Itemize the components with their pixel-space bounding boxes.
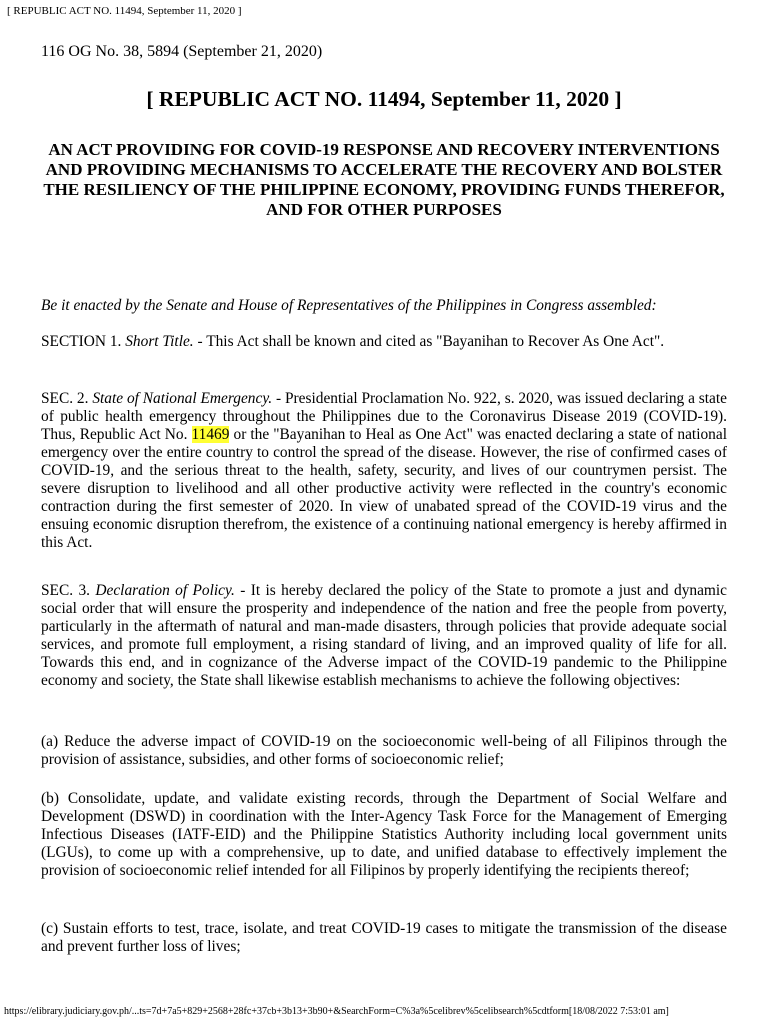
section-3 [41,582,727,690]
section-1-heading: Short Title. [125,333,194,350]
objective-c: (c) Sustain efforts to test, trace, isolate, and treat COVID-19 cases to mitigate the transmission of the disease and prevent further loss of lives; [41,920,727,955]
section-2-label: SEC. 2. [41,390,89,407]
section-3-heading: Declaration of Policy. [95,582,235,599]
act-subtitle: AN ACT PROVIDING FOR COVID-19 RESPONSE AND RECOVERY INTERVENTIONS AND PROVIDING MECHANISMS TO ACCELERATE THE RECOVERY AND BOLSTER THE RESILIENCY OF THE PHILIPPINE ECONOMY, PROVIDING FUNDS THEREFOR, AND FOR OTHER PURPOSES [43,140,725,219]
source-url-footer: https://elibrary.judiciary.gov.ph/...ts=7d+7a5+829+2568+28fc+37cb+3b13+3b90+&SearchForm=C%3a%5celibrev%5celibsearch%5cdtform[18/08/2022 7:53:01 am] [4,1006,669,1017]
section-3-label: SEC. 3. [41,582,91,599]
official-gazette-reference: 116 OG No. 38, 5894 (September 21, 2020) [41,43,323,60]
section-2-text-after: or the "Bayanihan to Heal as One Act" was enacted declaring a state of national emergency over the entire country to control the spread of the disease. However, the rise of confirmed cases of COVID-19, and the serious threat to the health, safety, security, and lives of our countrymen persist. The severe disruption to livelihood and all other productive activity were reflected in the country's economic contraction during the first semester of 2020. In view of unabated spread of the COVID-19 virus and the ensuing economic disruption therefrom, the existence of a continuing national emergency is hereby affirmed in this Act. [41,426,727,551]
objective-a: (a) Reduce the adverse impact of COVID-19 on the socioeconomic well-being of all Filipinos through the provision of assistance, subsidies, and other forms of socioeconomic relief; [41,733,727,768]
section-1 [41,333,727,351]
section-2 [41,390,727,552]
section-2-text-before: - Presidential Proclamation No. 922, s. 2020, was issued declaring a state of public health emergency throughout the Philippines due to the Coronavirus Disease 2019 (COVID-19). Thus, Republic Act No. [41,390,727,443]
running-header: [ REPUBLIC ACT NO. 11494, September 11, 2020 ] [7,5,242,17]
highlighted-act-number: 11469 [191,426,230,443]
objective-b: (b) Consolidate, update, and validate existing records, through the Department of Social Welfare and Development (DSWD) in coordination with the Inter-Agency Task Force for the Management of Emerging Infectious Diseases (IATF-EID) and the Philippine Statistics Authority including local government units (LGUs), to come up with a comprehensive, up to date, and unified database to effectively implement the provision of socioeconomic relief intended for all Filipinos by properly identifying the recipients thereof; [41,790,727,879]
act-title: [ REPUBLIC ACT NO. 11494, September 11, 2020 ] [146,87,622,111]
section-3-text: - It is hereby declared the policy of the State to promote a just and dynamic social order that will ensure the prosperity and independence of the nation and free the people from poverty, particularly in the aftermath of natural and man-made disasters, through policies that provide adequate social services, and promote full employment, a rising standard of living, and an improved quality of life for all. Towards this end, and in cognizance of the Adverse impact of the COVID-19 pandemic to the Philippine economy and society, the State shall likewise establish mechanisms to achieve the following objectives: [41,582,728,689]
enacting-clause: Be it enacted by the Senate and House of Representatives of the Philippines in Congress assembled: [41,297,657,314]
section-1-label: SECTION 1. [41,333,122,350]
section-1-text: - This Act shall be known and cited as "Bayanihan to Recover As One Act". [193,333,665,350]
section-2-heading: State of National Emergency. [92,390,273,407]
